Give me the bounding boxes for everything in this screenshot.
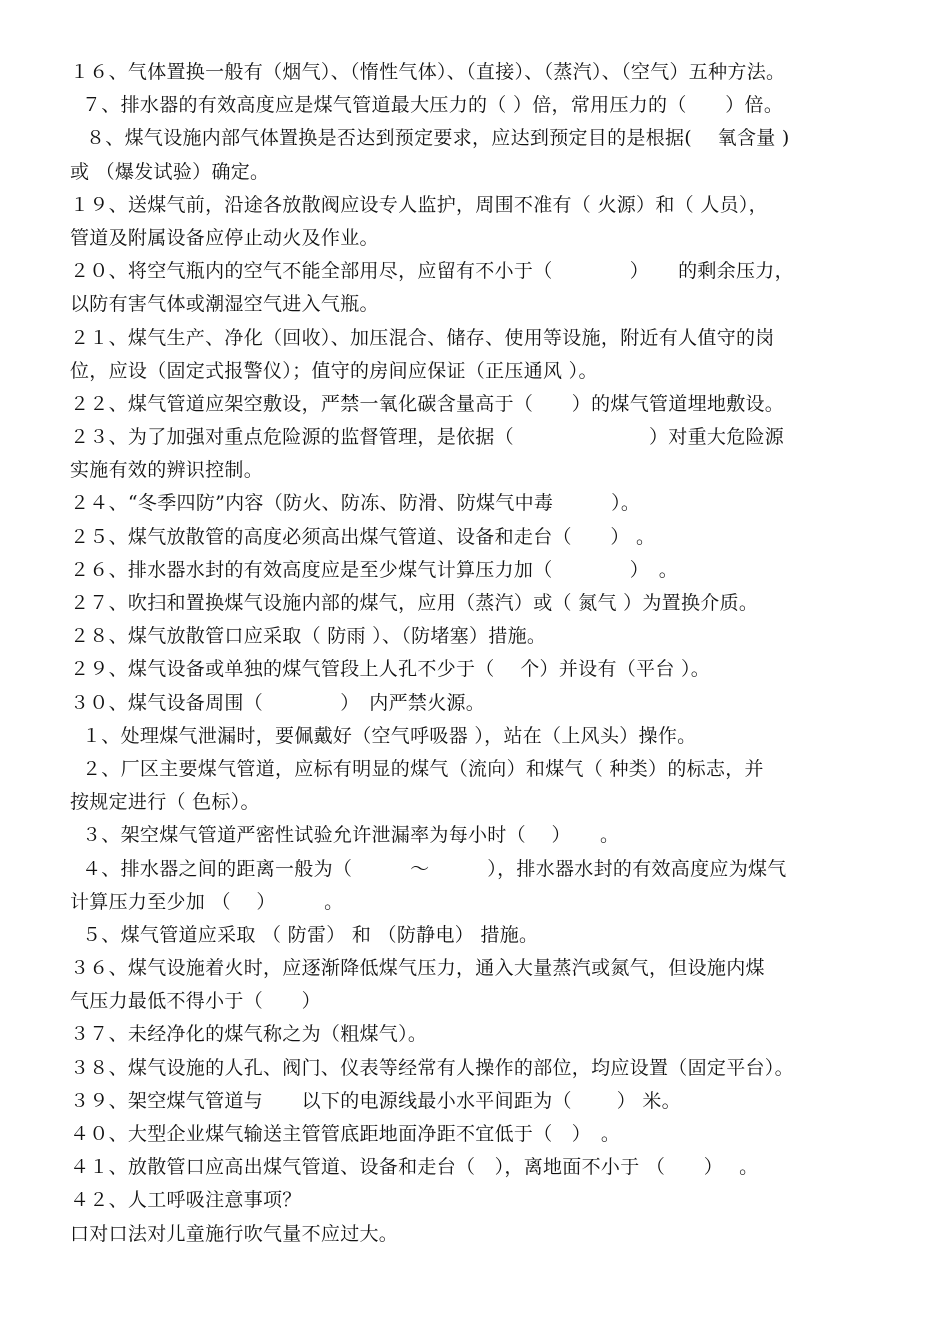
text-line: 以防有害气体或潮湿空气进入气瓶。 <box>70 293 379 316</box>
text-line: ４、排水器之间的距离一般为（ ～ ），排水器水封的有效高度应为煤气 <box>82 857 787 880</box>
text-line: ２、厂区主要煤气管道，应标有明显的煤气（流向）和煤气（ 种类）的标志，并 <box>82 757 764 780</box>
text-line: ３８、煤气设施的人孔、阀门、仪表等经常有人操作的部位，均应设置（固定平台）。 <box>70 1056 794 1079</box>
text-line: ２５、煤气放散管的高度必须高出煤气管道、设备和走台（ ） 。 <box>70 525 656 548</box>
text-line: ２１、煤气生产、净化（回收）、加压混合、储存、使用等设施，附近有人值守的岗 <box>70 326 775 349</box>
text-line: ８、煤气设施内部气体置换是否达到预定要求，应达到预定目的是根据( 氧含量 ) <box>86 127 790 150</box>
text-line: ４２、人工呼吸注意事项？ <box>70 1189 302 1212</box>
text-line: ４１、放散管口应高出煤气管道、设备和走台（ ），离地面不小于 （ ） 。 <box>70 1156 759 1179</box>
text-line: ２２、煤气管道应架空敷设，严禁一氧化碳含量高于（ ）的煤气管道埋地敷设。 <box>70 392 785 415</box>
text-line: ３、架空煤气管道严密性试验允许泄漏率为每小时（ ） 。 <box>82 824 620 847</box>
text-line: ３０、煤气设备周围（ ） 内严禁火源。 <box>70 691 486 714</box>
text-line: １６、气体置换一般有（烟气）、（惰性气体）、（直接）、（蒸汽）、（空气）五种方法。 <box>70 61 786 83</box>
text-line: 气压力最低不得小于（ ） <box>70 990 321 1013</box>
text-line: ４０、大型企业煤气输送主管管底距地面净距不宜低于（ ） 。 <box>70 1123 621 1145</box>
text-line: ７、排水器的有效高度应是煤气管道最大压力的（ ）倍，常用压力的（ ）倍。 <box>82 94 784 117</box>
text-line: 位，应设（固定式报警仪）；值守的房间应保证（正压通风 ）。 <box>70 359 598 382</box>
text-line: ２９、煤气设备或单独的煤气管段上人孔不少于（ 个）并设有（平台 ）。 <box>70 658 711 681</box>
text-line: ２０、将空气瓶内的空气不能全部用尽，应留有不小于（ ） 的剩余压力， <box>70 260 794 283</box>
text-line: ５、煤气管道应采取 （ 防雷） 和 （防静电） 措施。 <box>82 923 539 946</box>
text-line: １、处理煤气泄漏时，要佩戴好（空气呼吸器 ），站在（上风头）操作。 <box>82 724 697 747</box>
text-line: ２８、煤气放散管口应采取（ 防雨 ）、（防堵塞）措施。 <box>70 625 547 648</box>
text-line: １９、送煤气前，沿途各放散阀应设专人监护，周围不准有（ 火源）和（ 人员）， <box>70 193 768 216</box>
text-line: ３９、架空煤气管道与 以下的电源线最小水平间距为（ ） 米。 <box>70 1089 681 1112</box>
text-line: ３６、煤气设施着火时，应逐渐降低煤气压力，通入大量蒸汽或氮气，但设施内煤 <box>70 957 765 980</box>
text-line: 管道及附属设备应停止动火及作业。 <box>70 226 379 249</box>
text-line: ２６、排水器水封的有效高度应是至少煤气计算压力加（ ） 。 <box>70 558 679 581</box>
document-body <box>0 56 950 1251</box>
text-line: 按规定进行（ 色标）。 <box>70 791 260 814</box>
text-line: 实施有效的辨识控制。 <box>70 459 264 482</box>
text-line: 口对口法对儿童施行吹气量不应过大。 <box>70 1222 399 1245</box>
text-line: ３７、未经净化的煤气称之为（粗煤气）。 <box>70 1023 428 1046</box>
text-line: 计算压力至少加 （ ） 。 <box>70 890 344 913</box>
text-line: ２７、吹扫和置换煤气设施内部的煤气，应用（蒸汽）或（ 氮气 ）为置换介质。 <box>70 592 759 614</box>
text-line: ２４、“冬季四防”内容（防火、防冻、防滑、防煤气中毒 ）。 <box>70 492 641 515</box>
text-line: 或 （爆发试验）确定。 <box>70 160 270 183</box>
text-line: ２３、为了加强对重点危险源的监督管理，是依据（ ）对重大危险源 <box>70 426 785 449</box>
